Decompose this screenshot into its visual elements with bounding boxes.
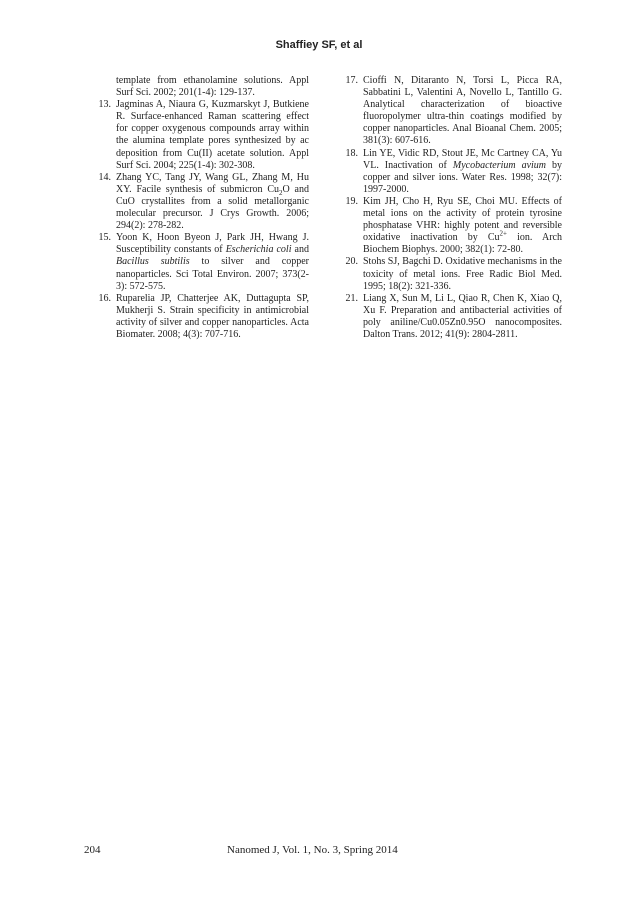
reference-text: Yoon K, Hoon Byeon J, Park JH, Hwang J. Susceptibility constants of Escherichia coli and Bacillus subtilis to silver and copper nanoparticles. Sci Total Environ. 2007; 373(2-3): 572-575. xyxy=(116,232,309,292)
reference-12-continued xyxy=(91,75,309,99)
reference-13 xyxy=(91,99,309,172)
reference-text: Lin YE, Vidic RD, Stout JE, Mc Cartney CA, Yu VL. Inactivation of Mycobacterium avium by copper and silver ions. Water Res. 1998; 32(7): 1997-2000. xyxy=(363,147,563,195)
page-number: 204 xyxy=(84,844,101,856)
reference-number: 13. xyxy=(98,99,111,111)
reference-number: 16. xyxy=(98,292,111,304)
reference-15 xyxy=(91,232,309,292)
reference-text: Stohs SJ, Bagchi D. Oxidative mechanisms in the toxicity of metal ions. Free Radic Biol Med. 1995; 18(2): 321-336. xyxy=(363,256,562,292)
reference-20 xyxy=(338,256,562,292)
reference-text: Kim JH, Cho H, Ryu SE, Choi MU. Effects of metal ions on the activity of protein tyrosine phosphatase VHR: highly potent and reversible oxidative inactivation by $Cu^{2+}$ ion. Arch Biochem Biophys. 2000; 382(1): 72-80. xyxy=(363,195,562,256)
reference-number: 18. xyxy=(345,147,358,159)
references-right-column xyxy=(338,75,562,341)
reference-18 xyxy=(338,148,562,196)
reference-text: Zhang YC, Tang JY, Wang GL, Zhang M, Hu XY. Facile synthesis of submicron $Cu_2O$ and CuO crystallites from a solid metallorganic molecular precursor. J Crys Growth. 2006; 294(2): 278-282. xyxy=(116,171,309,232)
reference-number: 20. xyxy=(345,256,358,268)
reference-number: 17. xyxy=(345,75,358,86)
reference-text: Jagminas A, Niaura G, Kuzmarskyt J, Butkiene R. Surface-enhanced Raman scattering effect for copper oxygenous compounds array within the alumina template pores synthesized by ac deposition from Cu(II) acetate solution. Appl Surf Sci. 2004; 225(1-4): 302-308. xyxy=(116,99,309,171)
running-head: Shaffiey SF, et al xyxy=(275,39,363,51)
reference-text: Liang X, Sun M, Li L, Qiao R, Chen K, Xiao Q, Xu F. Preparation and antibacterial activities of poly aniline/Cu0.05Zn0.95O nanocomposites. Dalton Trans. 2012; 41(9): 2804-2811. xyxy=(363,292,562,340)
reference-19 xyxy=(338,196,562,256)
reference-number: 15. xyxy=(98,232,111,244)
references-left-column xyxy=(91,75,309,341)
reference-number: 14. xyxy=(98,171,111,183)
reference-number: 19. xyxy=(345,195,358,207)
reference-text: Ruparelia JP, Chatterjee AK, Duttagupta SP, Mukherji S. Strain specificity in antimicrobial activity of silver and copper nanoparticles. Acta Biomater. 2008; 4(3): 707-716. xyxy=(116,292,309,340)
reference-17 xyxy=(338,75,562,148)
reference-text: template from ethanolamine solutions. Appl Surf Sci. 2002; 201(1-4): 129-137. xyxy=(116,75,309,99)
reference-21 xyxy=(338,293,562,341)
reference-16 xyxy=(91,293,309,341)
reference-text: Cioffi N, Ditaranto N, Torsi L, Picca RA, Sabbatini L, Valentini A, Novello L, Tantillo G. Analytical characterization of bioactive fluoropolymer ultra-thin coatings modified by copper nanoparticles. Anal Bioanal Chem. 2005; 381(3): 607-616. xyxy=(363,75,562,147)
reference-number: 21. xyxy=(345,292,358,304)
journal-citation: Nanomed J, Vol. 1, No. 3, Spring 2014 xyxy=(227,844,398,856)
reference-14 xyxy=(91,172,309,232)
